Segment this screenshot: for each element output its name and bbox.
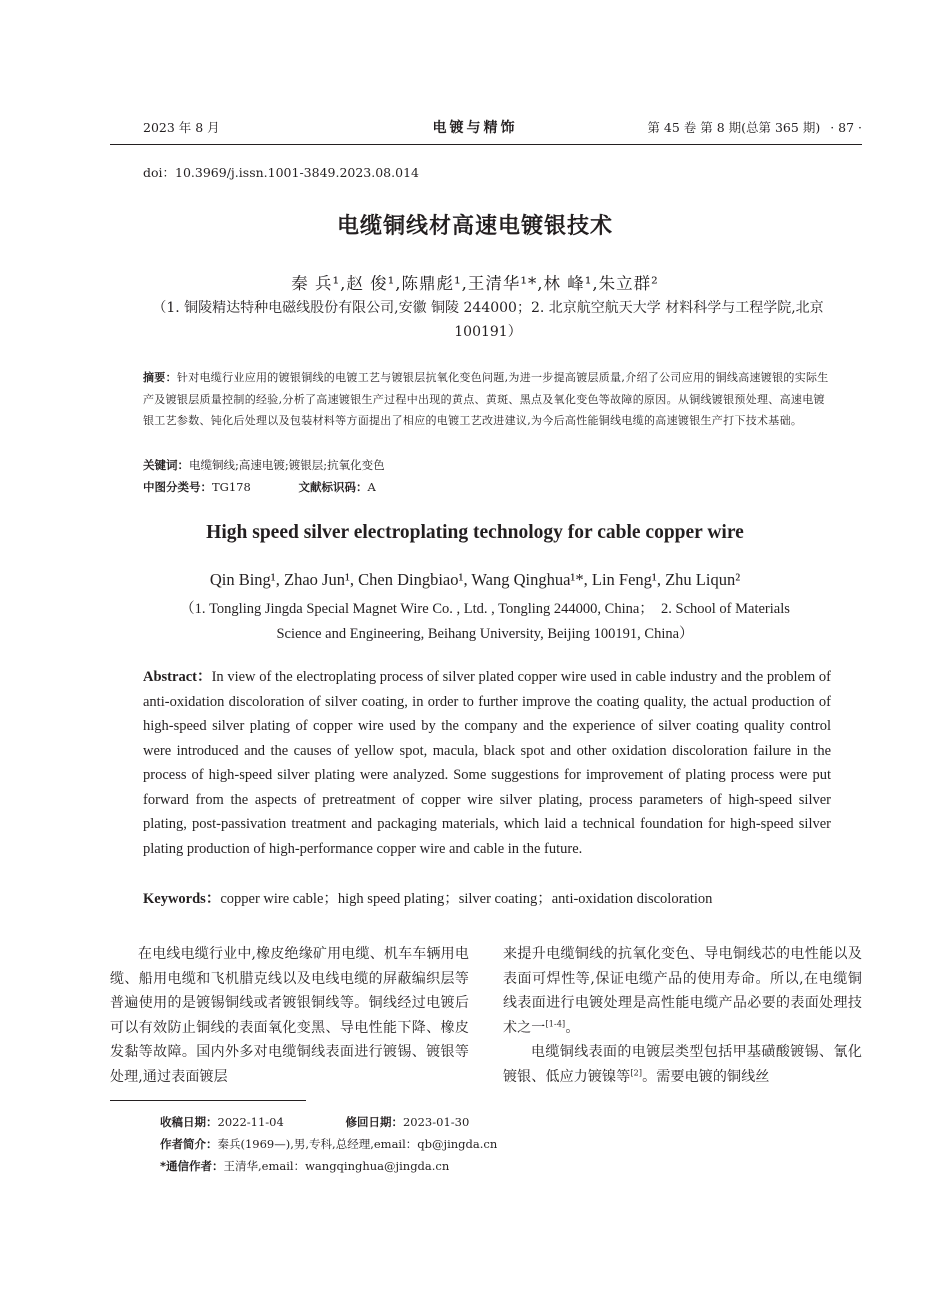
doc-code-value: A [367, 480, 376, 494]
header-issue-page [647, 120, 862, 136]
body-text: 。需要电镀的铜线丝 [642, 1068, 770, 1085]
title-cn: 电缆铜线材高速电镀银技术 [336, 214, 613, 239]
body-text: 电缆铜线表面的电镀层类型包括甲基磺酸镀锡、氰化镀银、低应力镀镍等 [503, 1044, 862, 1085]
abstract-en-text: In view of the electroplating process of silver plated copper wire used in cable industry and the problem of anti-oxidation discoloration of silver coating, in order to further improve the coating quality, the actual production of high-speed silver plating of copper wire used by the company and the experience of silver coating quality control were introduced and the causes of yellow spot, macula, black spot and other oxidation discoloration failure in the process of high-speed silver plating were analyzed. Some suggestions for improvement of plating process were put forward from the aspects of pretreatment of copper wire silver plating, process parameters of high-speed silver plating, post-passivation treatment and packaging materials, which laid a technical foundation for high-speed silver plating production of high-performance copper wire and cable in the future. [143, 669, 832, 857]
abstract-en [143, 665, 831, 861]
header-rule [110, 144, 862, 145]
corresponding-label: *通信作者： [160, 1159, 224, 1173]
header-issue: 第 45 卷 第 8 期(总第 365 期) [647, 120, 821, 135]
authors-cn: 秦 兵¹,赵 俊¹,陈鼎彪¹,王清华¹*,林 峰¹,朱立群² [291, 274, 659, 293]
keywords-en-label: Keywords： [143, 891, 221, 907]
keywords-en [143, 887, 831, 908]
revised-value: 2023-01-30 [402, 1115, 470, 1129]
authors-en: Qin Bing¹, Zhao Jun¹, Chen Dingbiao¹, Wang Qinghua¹*, Lin Feng¹, Zhu Liqun² [209, 570, 741, 589]
body-paragraph [503, 942, 862, 1040]
footnote-corresponding [160, 1158, 449, 1174]
header-date: 2023 年 8 月 [143, 120, 220, 135]
abstract-cn-text: 针对电缆行业应用的镀银铜线的电镀工艺与镀银层抗氧化变色问题,为进一步提高镀层质量,介绍了公司应用的铜线高速镀银的实际生产及镀银层质量控制的经验,分析了高速镀银生产过程中出现的黄点、黄斑、黑点及氧化变色等故障的原因。从铜线镀银预处理、高速电镀银工艺参数、钝化后处理以及包装材料等方面提出了相应的电镀工艺改进建议,为今后高性能铜线电缆的高速镀银生产打下技术基础。 [143, 371, 829, 427]
author-bio-value: 秦兵(1969—),男,专科,总经理,email：qb@jingda.cn [217, 1137, 498, 1151]
body-text: 来提升电缆铜线的抗氧化变色、导电铜线芯的电性能以及表面可焊性等,保证电缆产品的使用寿命。所以,在电缆铜线表面进行电镀处理是高性能电缆产品必要的表面处理技术之一 [503, 946, 862, 1036]
affiliation-en: （1. Tongling Jingda Special Magnet Wire Co. , Ltd. , Tongling 244000, China； 2. School of Materials Science and Engineering, Beihang University, Beijing 100191, China） [180, 601, 790, 642]
clc-label: 中图分类号： [143, 480, 212, 494]
doi: doi：10.3969/j.issn.1001-3849.2023.08.014 [143, 165, 419, 180]
body-text: 。 [565, 1019, 580, 1036]
classification [143, 479, 376, 495]
corresponding-value: 王清华,email：wangqinghua@jingda.cn [223, 1159, 450, 1173]
affiliation-cn: （1. 铜陵精达特种电磁线股份有限公司,安徽 铜陵 244000；2. 北京航空航天大学 材料科学与工程学院,北京 100191） [152, 300, 824, 340]
footnote-rule [110, 1100, 306, 1101]
header-journal-name: 电镀与精饰 [432, 120, 518, 136]
footnote-dates [160, 1114, 469, 1130]
received-value: 2022-11-04 [217, 1115, 284, 1129]
body-column-right [503, 942, 862, 1090]
doc-code-label: 文献标识码： [298, 480, 368, 494]
header-page-number: · 87 · [830, 120, 862, 135]
received-label: 收稿日期： [160, 1115, 218, 1129]
abstract-cn-label: 摘要： [143, 371, 177, 384]
keywords-cn [143, 457, 385, 473]
footnote-author [160, 1136, 497, 1152]
citation-ref: [2] [630, 1068, 643, 1078]
abstract-cn [143, 367, 831, 432]
revised-label: 修回日期： [345, 1115, 403, 1129]
citation-ref: [1-4] [545, 1019, 566, 1029]
body-paragraph [503, 1040, 862, 1089]
abstract-en-label: Abstract： [143, 669, 212, 685]
body-paragraph: 在电线电缆行业中,橡皮绝缘矿用电缆、机车车辆用电缆、船用电缆和飞机腊克线以及电线电缆的屏蔽编织层等普遍使用的是镀锡铜线或者镀银铜线等。铜线经过电镀后可以有效防止铜线的表面氧化变黑、导电性能下降、橡皮发黏等故障。国内外多对电缆铜线表面进行镀锡、镀银等处理,通过表面镀层 [110, 946, 469, 1085]
keywords-cn-label: 关键词： [143, 458, 189, 472]
keywords-en-text: copper wire cable；high speed plating；silver coating；anti-oxidation discoloration [220, 891, 713, 907]
keywords-cn-text: 电缆铜线;高速电镀;镀银层;抗氧化变色 [189, 458, 385, 472]
title-en: High speed silver electroplating technology for cable copper wire [206, 522, 744, 543]
clc-value: TG178 [212, 480, 251, 494]
body-column-left [110, 942, 469, 1090]
author-bio-label: 作者简介： [160, 1137, 218, 1151]
